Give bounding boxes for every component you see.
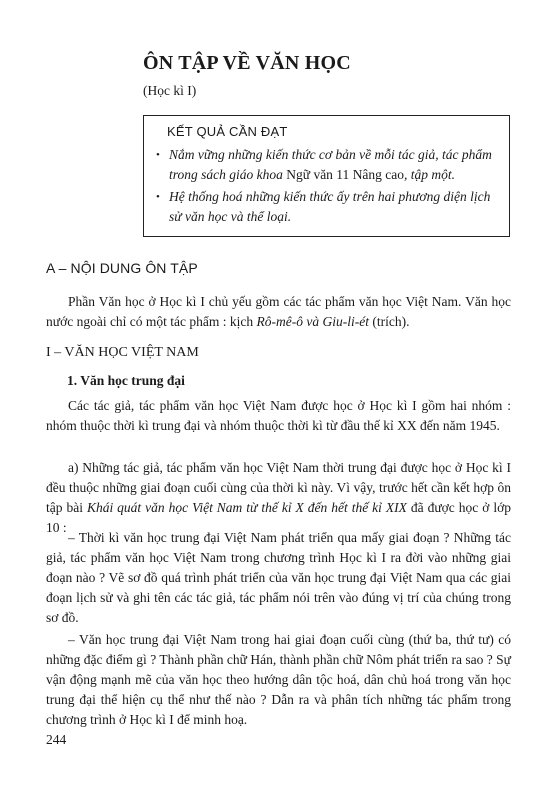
work-title: Rô-mê-ô và Giu-li-ét <box>256 314 369 329</box>
subheading-medieval-literature: 1. Văn học trung đại <box>67 373 185 388</box>
intro-paragraph <box>46 292 511 332</box>
paragraph-text: Phần Văn học ở Học kì I chủ yếu gồm các tác phẩm văn học Việt Nam. Văn học nước ngoài chỉ có một tác phẩm : kịch <box>46 294 511 329</box>
bullet-icon: • <box>156 191 160 203</box>
paragraph-text: a) Những tác giả, tác phẩm văn học Việt Nam thời trung đại được học ở Học kì I đều thuộc những giai đoạn cuối cùng của thời kì này. Vì vậy, trước hết cần kết hợp ôn tập bài <box>46 460 511 515</box>
lesson-title: Khái quát văn học Việt Nam từ thế kỉ X đến hết thế kỉ XIX <box>86 500 407 515</box>
page-title: ÔN TẬP VỀ VĂN HỌC <box>143 52 351 74</box>
section-heading-i: I – VĂN HỌC VIỆT NAM <box>46 345 199 360</box>
section-heading-a: A – NỘI DUNG ÔN TẬP <box>46 260 198 276</box>
body-paragraph: Các tác giả, tác phẩm văn học Việt Nam được học ở Học kì I gồm hai nhóm : nhóm thuộc thời kì trung đại và nhóm thuộc thời kì từ đầu thế kỉ XX đến năm 1945. <box>46 398 511 433</box>
body-paragraph <box>46 458 511 538</box>
goal-text: Hệ thống hoá những kiến thức ấy trên hai phương diện lịch sử văn học và thể loại. <box>169 189 491 224</box>
body-paragraph: – Thời kì văn học trung đại Việt Nam phát triển qua mấy giai đoạn ? Những tác giả, tác phẩm văn học Việt Nam trong chương trình Học kì I ra đời vào những giai đoạn nào ? Vẽ sơ đồ quá trình phát triển của văn học trung đại Việt Nam qua các giai đoạn lịch sử và ghi tên các tác giả, tác phẩm nói trên vào đúng vị trí của chúng trong sơ đồ. <box>46 530 511 625</box>
goal-text-part: , tập một. <box>404 167 456 182</box>
paragraph-text: (trích). <box>369 314 410 329</box>
book-title: Ngữ văn 11 <box>286 167 350 182</box>
page-number: 244 <box>46 732 67 747</box>
body-paragraph: – Văn học trung đại Việt Nam trong hai giai đoạn cuối cùng (thứ ba, thứ tư) có những đặc điểm gì ? Thành phần chữ Hán, thành phần chữ Nôm phát triển ra sao ? Sự vận động mạnh mẽ của văn học theo hướng dân tộc hoá, dân chủ hoá trong văn học trung đại thể hiện cụ thể như thế nào ? Dẫn ra và phân tích những tác phẩm trong chương trình ở Học kì I để minh hoạ. <box>46 632 511 727</box>
goal-item <box>156 145 499 185</box>
book-edition: Nâng cao <box>349 167 405 182</box>
page-subtitle: (Học kì I) <box>143 83 197 98</box>
goal-text-part: Nắm vững những kiến thức cơ bản về mỗi tác giả, tác phẩm trong sách giáo khoa <box>169 147 492 182</box>
goal-item <box>156 187 499 227</box>
learning-goals-box <box>143 115 510 237</box>
bullet-icon: • <box>156 149 160 161</box>
paragraph-text: đã được học ở lớp 10 : <box>46 500 511 535</box>
goal-text <box>169 145 499 185</box>
goals-heading: KẾT QUẢ CẦN ĐẠT <box>167 124 288 139</box>
